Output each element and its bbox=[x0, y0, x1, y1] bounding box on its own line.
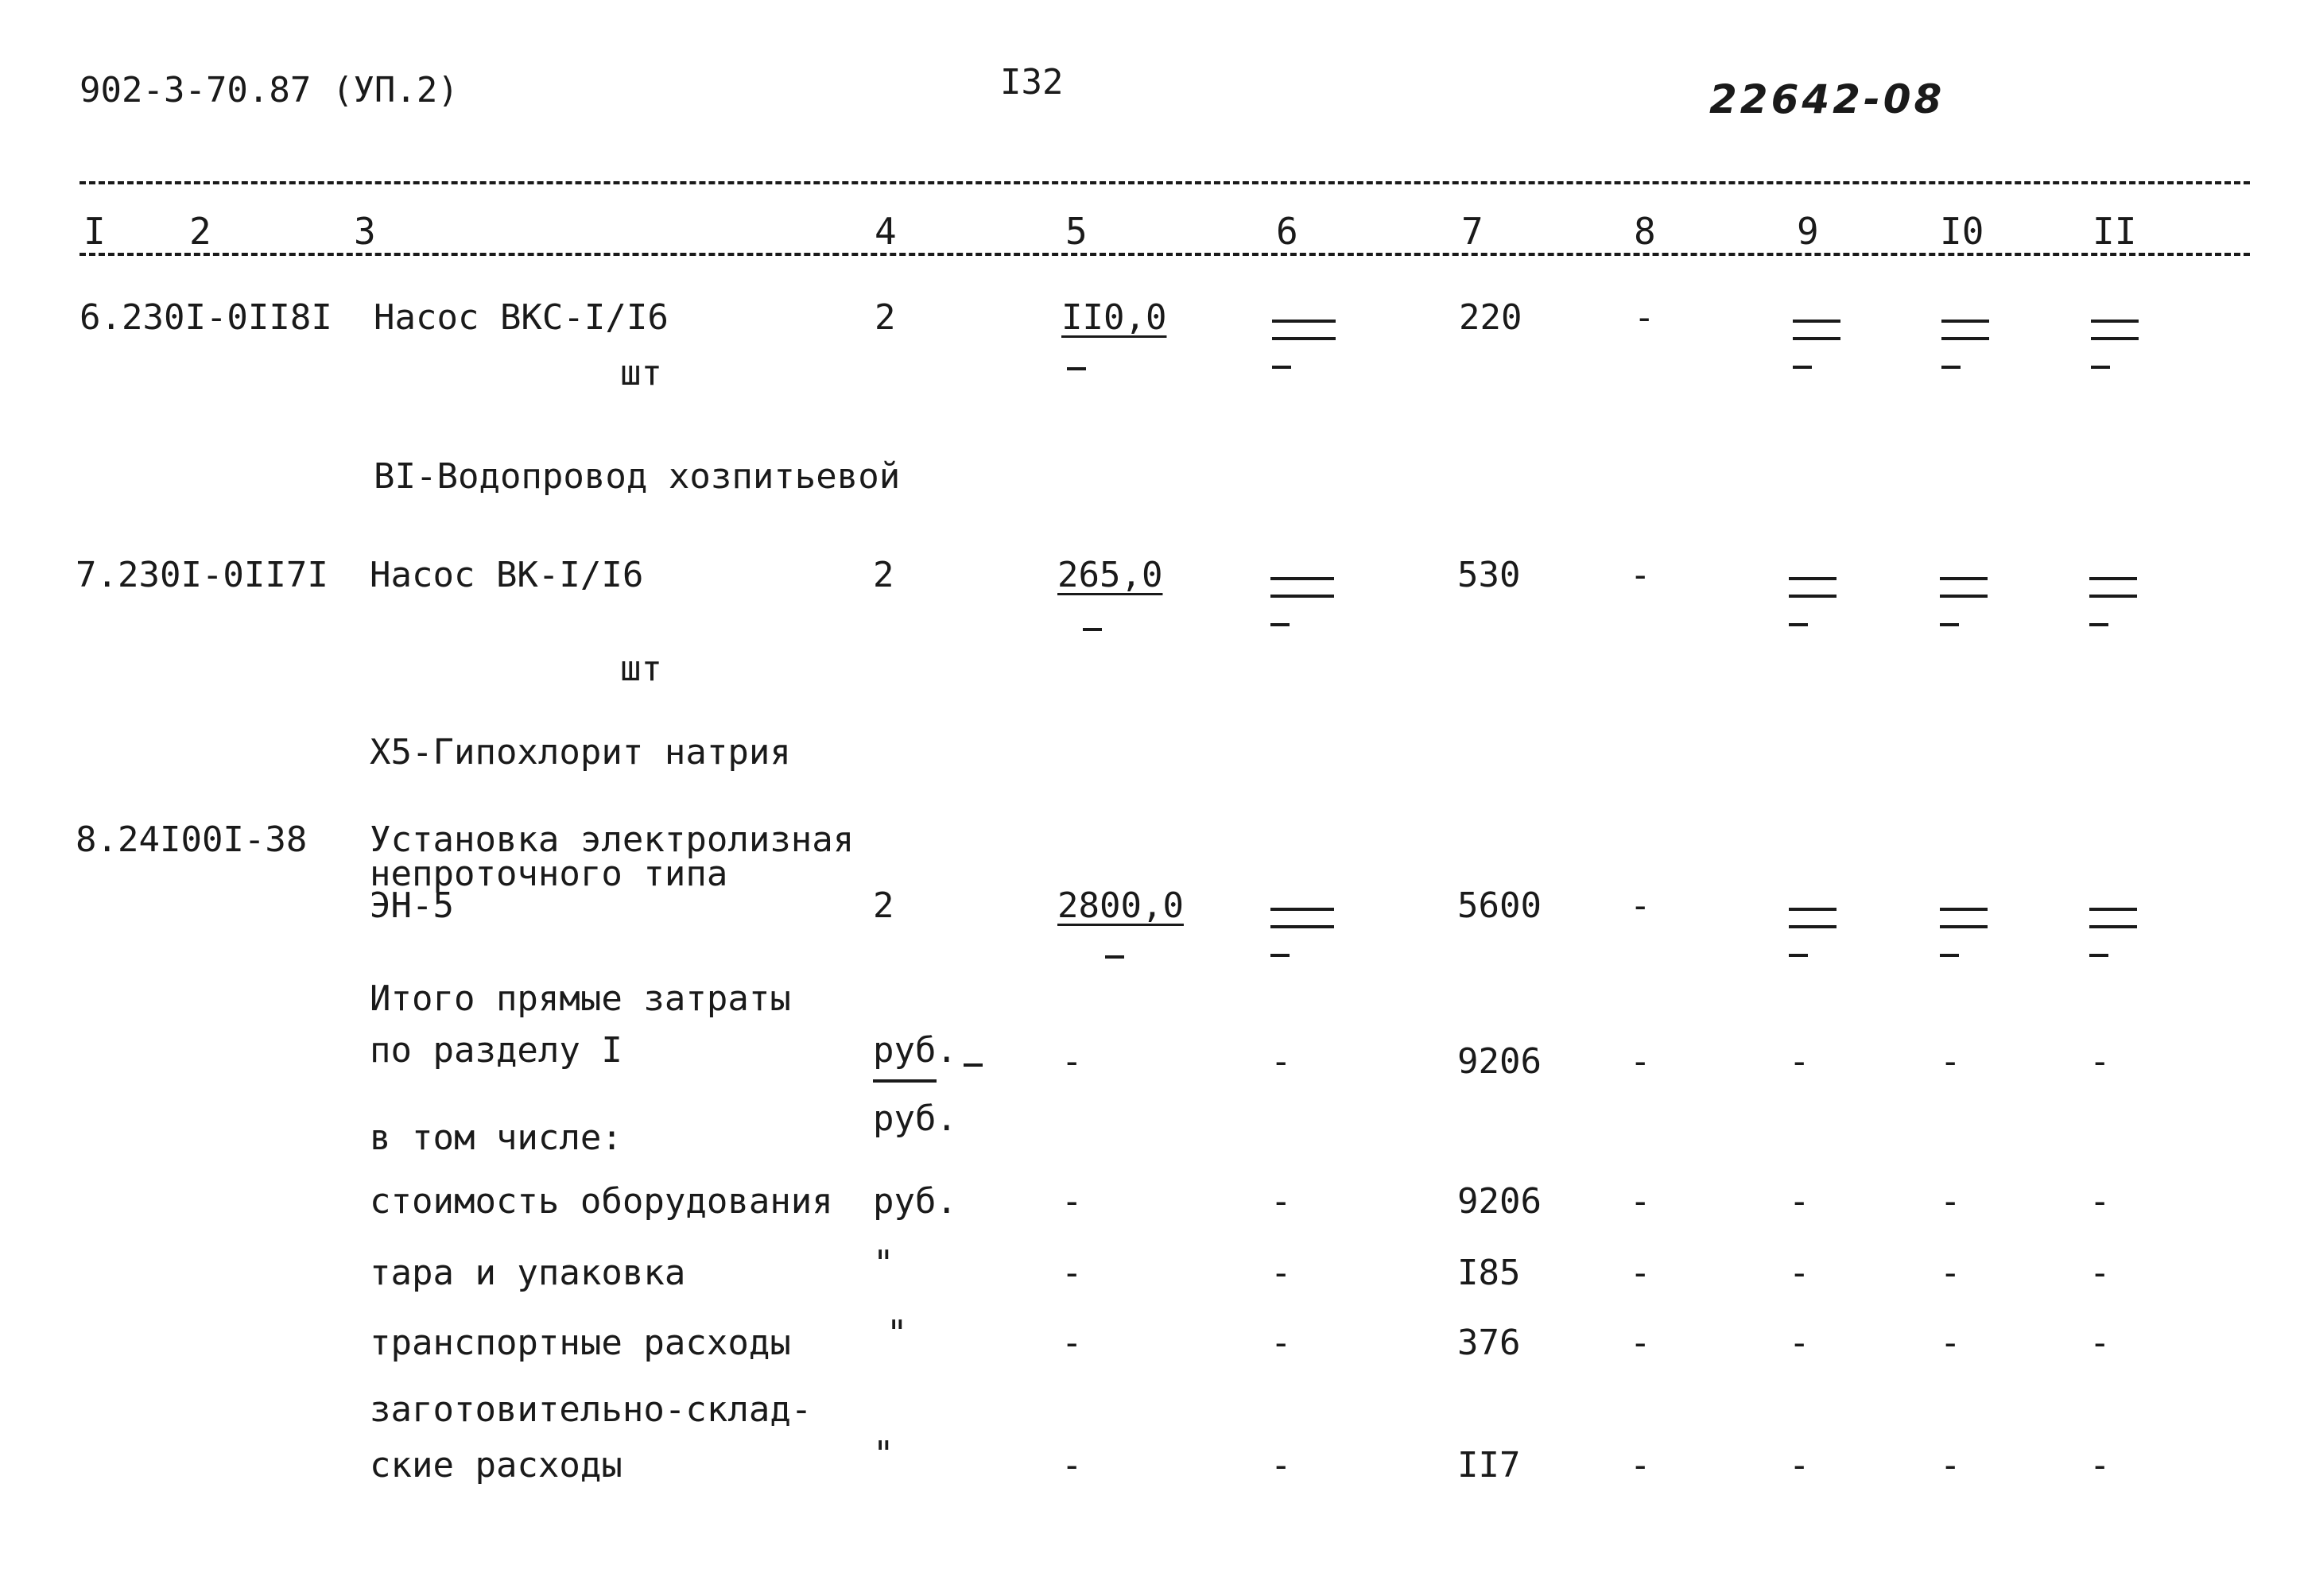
col6-dash: - bbox=[1270, 1181, 1292, 1222]
price-sub-dash bbox=[1105, 955, 1124, 959]
col9-dash: - bbox=[1789, 1445, 1810, 1486]
unit-fraction-line bbox=[873, 1079, 937, 1083]
col11-dash: - bbox=[2089, 1181, 2111, 1222]
summary-item-value: 376 bbox=[1457, 1323, 1521, 1363]
item-code: 7.230I-0II7I bbox=[76, 555, 328, 595]
summary-unit-2: руб. bbox=[873, 1098, 957, 1139]
col6-dash: - bbox=[1270, 1253, 1292, 1293]
stamp-number: 22642-08 bbox=[1709, 76, 1945, 122]
summary-label-line-2: по разделу I bbox=[370, 1030, 623, 1071]
item-total: 5600 bbox=[1457, 885, 1542, 926]
summary-item-unit: " bbox=[886, 1313, 908, 1354]
price-sub-dash bbox=[1083, 628, 1102, 631]
col6-dash: - bbox=[1270, 1445, 1292, 1486]
col-num-5: 5 bbox=[1065, 210, 1088, 253]
col11-dash: - bbox=[2089, 1323, 2111, 1363]
summary-item-unit: " bbox=[873, 1434, 894, 1474]
summary-item-value: II7 bbox=[1457, 1445, 1521, 1486]
summary-item-label: тара и упаковка bbox=[370, 1253, 686, 1293]
col10-dash: - bbox=[1940, 1253, 1961, 1293]
item-price: II0,0 bbox=[1061, 297, 1167, 338]
col-num-7: 7 bbox=[1461, 210, 1484, 253]
document-code: 902-3-70.87 (УП.2) bbox=[80, 70, 459, 110]
col11-dash: - bbox=[2089, 1445, 2111, 1486]
col9-dash: - bbox=[1789, 1041, 1810, 1082]
section-heading: Х5-Гипохлорит натрия bbox=[370, 732, 791, 773]
col6-dash: - bbox=[1270, 1041, 1292, 1082]
col-num-10: I0 bbox=[1940, 210, 1984, 253]
summary-unit: руб. bbox=[873, 1030, 957, 1071]
col5-dash: - bbox=[1061, 1253, 1083, 1293]
col-num-8: 8 bbox=[1634, 210, 1656, 253]
summary-item-unit: руб. bbox=[873, 1181, 957, 1222]
item-code: 8.24I00I-38 bbox=[76, 819, 308, 860]
col-num-1: I bbox=[83, 210, 106, 253]
item-total: 220 bbox=[1459, 297, 1522, 338]
item-unit: шт bbox=[620, 649, 662, 689]
col5-dash: - bbox=[1061, 1181, 1083, 1222]
item-qty: 2 bbox=[873, 885, 894, 926]
col-num-9: 9 bbox=[1797, 210, 1819, 253]
col-num-11: II bbox=[2092, 210, 2137, 253]
col8-value: - bbox=[1630, 885, 1651, 926]
summary-item-value: 9206 bbox=[1457, 1181, 1542, 1222]
price-sub-dash bbox=[1067, 367, 1086, 370]
col11-dash: - bbox=[2089, 1253, 2111, 1293]
summary-item-value: I85 bbox=[1457, 1253, 1521, 1293]
col-num-4: 4 bbox=[875, 210, 897, 253]
col9-dash: - bbox=[1789, 1323, 1810, 1363]
col-num-2: 2 bbox=[189, 210, 211, 253]
column-header-dashed-rule bbox=[80, 253, 2250, 256]
item-price: 265,0 bbox=[1057, 555, 1163, 595]
item-qty: 2 bbox=[875, 297, 896, 338]
summary-item-label: стоимость оборудования bbox=[370, 1181, 833, 1222]
item-price: 2800,0 bbox=[1057, 885, 1184, 926]
col5-dash: - bbox=[1061, 1445, 1083, 1486]
col8-dash: - bbox=[1630, 1041, 1651, 1082]
summary-total-value: 9206 bbox=[1457, 1041, 1542, 1082]
item-code: 6.230I-0II8I bbox=[80, 297, 332, 338]
col5-dash: - bbox=[1061, 1041, 1083, 1082]
item-name-line-2: непроточного типа bbox=[370, 854, 728, 894]
col5-dash: - bbox=[1061, 1323, 1083, 1363]
item-name: Насос ВК-I/I6 bbox=[370, 555, 644, 595]
col10-dash: - bbox=[1940, 1181, 1961, 1222]
summary-item-label-line-2: ские расходы bbox=[370, 1445, 623, 1486]
including-label: в том числе: bbox=[370, 1118, 623, 1158]
summary-item-label: транспортные расходы bbox=[370, 1323, 791, 1363]
col8-value: - bbox=[1634, 297, 1655, 338]
col10-dash: - bbox=[1940, 1041, 1961, 1082]
col8-dash: - bbox=[1630, 1181, 1651, 1222]
col8-dash: - bbox=[1630, 1323, 1651, 1363]
col11-dash: - bbox=[2089, 1041, 2111, 1082]
col8-value: - bbox=[1630, 555, 1651, 595]
unit-trailing-dash bbox=[964, 1063, 983, 1067]
item-name: Насос ВКС-I/I6 bbox=[374, 297, 669, 338]
page-number: I32 bbox=[1000, 62, 1064, 103]
item-name-line-3: ЭН-5 bbox=[370, 885, 454, 926]
item-unit: шт bbox=[620, 353, 662, 393]
col10-dash: - bbox=[1940, 1445, 1961, 1486]
summary-item-label-line-1: заготовительно-склад- bbox=[370, 1389, 813, 1430]
col8-dash: - bbox=[1630, 1253, 1651, 1293]
col-num-6: 6 bbox=[1276, 210, 1298, 253]
summary-item-unit: " bbox=[873, 1243, 894, 1284]
top-dashed-rule bbox=[80, 181, 2250, 184]
col8-dash: - bbox=[1630, 1445, 1651, 1486]
col-num-3: 3 bbox=[354, 210, 376, 253]
item-name-line-1: Установка электролизная bbox=[370, 819, 855, 860]
col10-dash: - bbox=[1940, 1323, 1961, 1363]
col9-dash: - bbox=[1789, 1253, 1810, 1293]
col9-dash: - bbox=[1789, 1181, 1810, 1222]
item-qty: 2 bbox=[873, 555, 894, 595]
section-heading: BI-Водопровод хозпитьевой bbox=[374, 456, 901, 497]
summary-label-line-1: Итого прямые затраты bbox=[370, 978, 791, 1019]
item-total: 530 bbox=[1457, 555, 1521, 595]
col6-dash: - bbox=[1270, 1323, 1292, 1363]
